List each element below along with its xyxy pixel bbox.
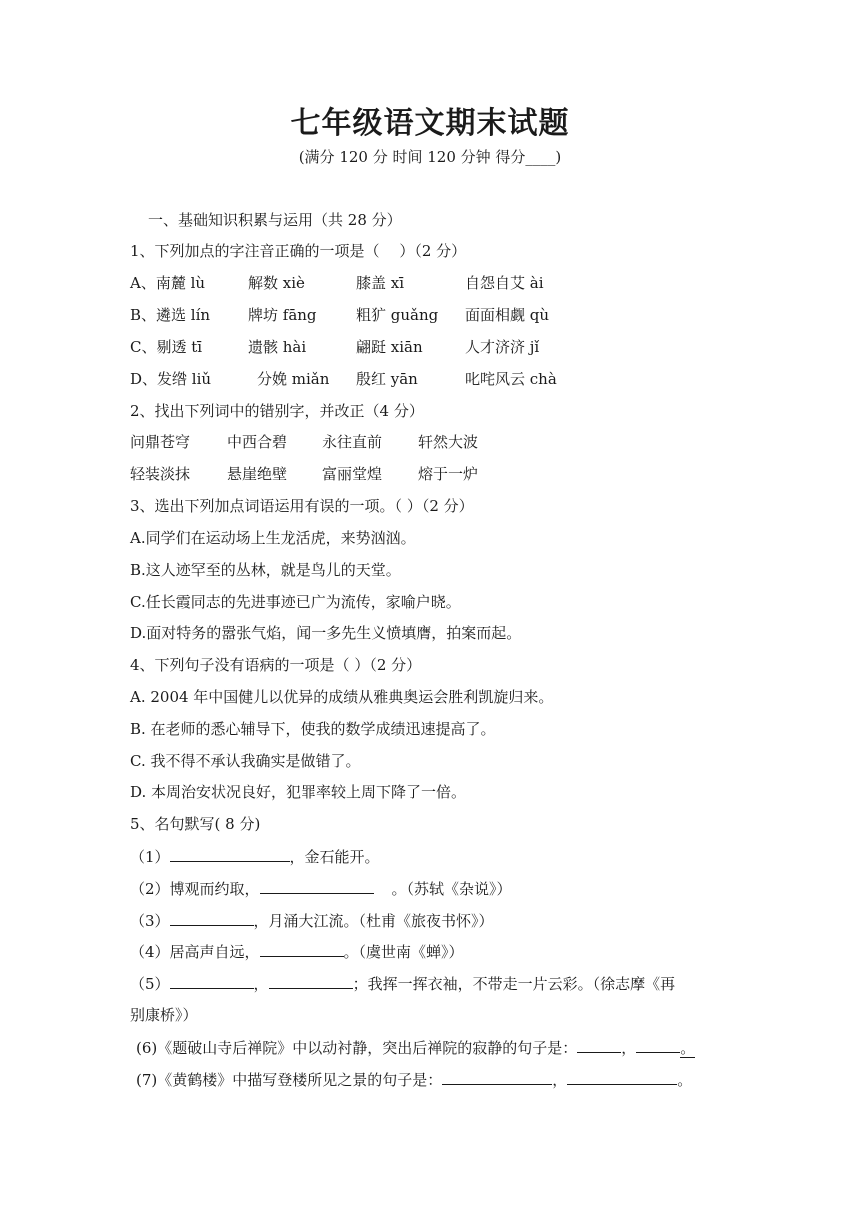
q3-option-a: A.同学们在运动场上生龙活虎，来势汹汹。 <box>130 529 416 547</box>
q5-item-3-suffix: ，月涌大江流。（杜甫《旅夜书怀》） <box>253 912 494 930</box>
q5-item-1-suffix: ，金石能开。 <box>289 848 380 866</box>
q1-option-d-3: 殷红 yān <box>356 370 418 388</box>
q2-word: 轻装淡抹 <box>130 465 191 483</box>
q1-stem: 1、下列加点的字注音正确的一项是（ ）（2 分） <box>130 242 467 260</box>
q1-option-a-4: 自怨自艾 ài <box>465 274 544 292</box>
q1-option-c-4: 人才济济 jǐ <box>465 338 540 356</box>
answer-blank[interactable] <box>260 941 344 957</box>
q1-option-a-1: A、南麓 lù <box>130 274 206 292</box>
q2-word: 悬崖绝壁 <box>227 465 288 483</box>
q5-item-6-text: (6)《题破山寺后禅院》中以动衬静，突出后禅院的寂静的句子是： <box>136 1039 578 1057</box>
q1-option-c-1: C、剔透 tī <box>130 338 203 356</box>
q1-option-b-3: 粗犷 guǎng <box>356 306 439 324</box>
q1-option-d-1: D、发绺 liǔ <box>130 370 212 388</box>
q5-item-4-prefix: （4）居高声自远， <box>130 943 260 961</box>
q1-option-a-3: 膝盖 xī <box>356 274 405 292</box>
q1-option-b-2: 牌坊 fāng <box>248 306 317 324</box>
q2-word: 富丽堂煌 <box>322 465 383 483</box>
q5-stem: 5、名句默写( 8 分) <box>130 815 261 833</box>
q5-item-3 <box>130 910 494 931</box>
q1-option-a-2: 解数 xiè <box>248 274 305 292</box>
q5-item-7 <box>136 1069 692 1090</box>
q3-option-d: D.面对特务的嚣张气焰，闻一多先生义愤填膺，拍案而起。 <box>130 624 522 642</box>
q4-option-b: B. 在老师的悉心辅导下，使我的数学成绩迅速提高了。 <box>130 720 496 738</box>
q1-option-b-1: B、遴选 lín <box>130 306 211 324</box>
q5-item-7-separator: ， <box>552 1071 568 1089</box>
q4-option-c: C. 我不得不承认我确实是做错了。 <box>130 752 361 770</box>
q5-item-1 <box>130 846 380 867</box>
q5-item-3-prefix: （3） <box>130 912 170 930</box>
q5-item-5-separator: ， <box>253 975 269 993</box>
q5-item-1-prefix: （1） <box>130 848 170 866</box>
answer-blank[interactable] <box>170 910 254 926</box>
q2-word: 永往直前 <box>322 433 383 451</box>
q5-item-4-suffix: 。（虞世南《蝉》） <box>343 943 464 961</box>
exam-title: 七年级语文期末试题 <box>290 106 570 141</box>
q2-word: 轩然大波 <box>418 433 479 451</box>
q2-word: 中西合碧 <box>227 433 288 451</box>
q1-option-b-4: 面面相觑 qù <box>465 306 550 324</box>
answer-blank[interactable] <box>170 973 254 989</box>
answer-blank[interactable] <box>577 1037 621 1053</box>
answer-blank[interactable] <box>567 1069 677 1085</box>
q1-option-d-4: 叱咤风云 chà <box>465 370 557 388</box>
q5-item-2-suffix: 。（苏轼《杂说》） <box>391 880 512 898</box>
q5-item-6 <box>136 1037 695 1058</box>
q5-item-6-end: 。 <box>680 1039 696 1057</box>
q5-item-2-prefix: （2）博观而约取， <box>130 880 260 898</box>
q5-item-7-text: (7)《黄鹤楼》中描写登楼所见之景的句子是： <box>136 1071 443 1089</box>
q5-item-7-end: 。 <box>677 1071 693 1089</box>
q5-item-6-separator: ， <box>621 1039 637 1057</box>
answer-blank[interactable] <box>636 1037 680 1053</box>
answer-blank[interactable] <box>170 846 290 862</box>
section-heading: 一、基础知识积累与运用（共 28 分） <box>148 211 402 229</box>
exam-subtitle: (满分 120 分 时间 120 分钟 得分____) <box>298 148 562 166</box>
q5-item-5-suffix: ；我挥一挥衣袖，不带走一片云彩。（徐志摩《再 <box>352 975 676 993</box>
q3-option-c: C.任长霞同志的先进事迹已广为流传，家喻户晓。 <box>130 593 461 611</box>
q1-option-c-3: 翩跹 xiān <box>356 338 423 356</box>
answer-blank[interactable] <box>442 1069 552 1085</box>
q4-stem: 4、下列句子没有语病的一项是（ ）（2 分） <box>130 656 422 674</box>
q2-word: 问鼎苍穹 <box>130 433 191 451</box>
q2-stem: 2、找出下列词中的错别字，并改正（4 分） <box>130 402 424 420</box>
answer-blank[interactable] <box>260 878 374 894</box>
q5-item-5 <box>130 973 675 994</box>
q4-option-d: D. 本周治安状况良好，犯罪率较上周下降了一倍。 <box>130 783 467 801</box>
q4-option-a: A. 2004 年中国健儿以优异的成绩从雅典奥运会胜利凯旋归来。 <box>130 688 554 706</box>
q5-item-2 <box>130 878 512 899</box>
q1-option-d-2: 分娩 miǎn <box>257 370 330 388</box>
q3-option-b: B.这人迹罕至的丛林，就是鸟儿的天堂。 <box>130 561 401 579</box>
answer-blank[interactable] <box>269 973 353 989</box>
q5-item-5-prefix: （5） <box>130 975 170 993</box>
q5-item-4 <box>130 941 464 962</box>
q5-item-5-continued: 别康桥》） <box>130 1006 198 1024</box>
q3-stem: 3、选出下列加点词语运用有误的一项。（ ）（2 分） <box>130 497 474 515</box>
q2-word: 熔于一炉 <box>418 465 479 483</box>
q1-option-c-2: 遗骸 hài <box>248 338 307 356</box>
